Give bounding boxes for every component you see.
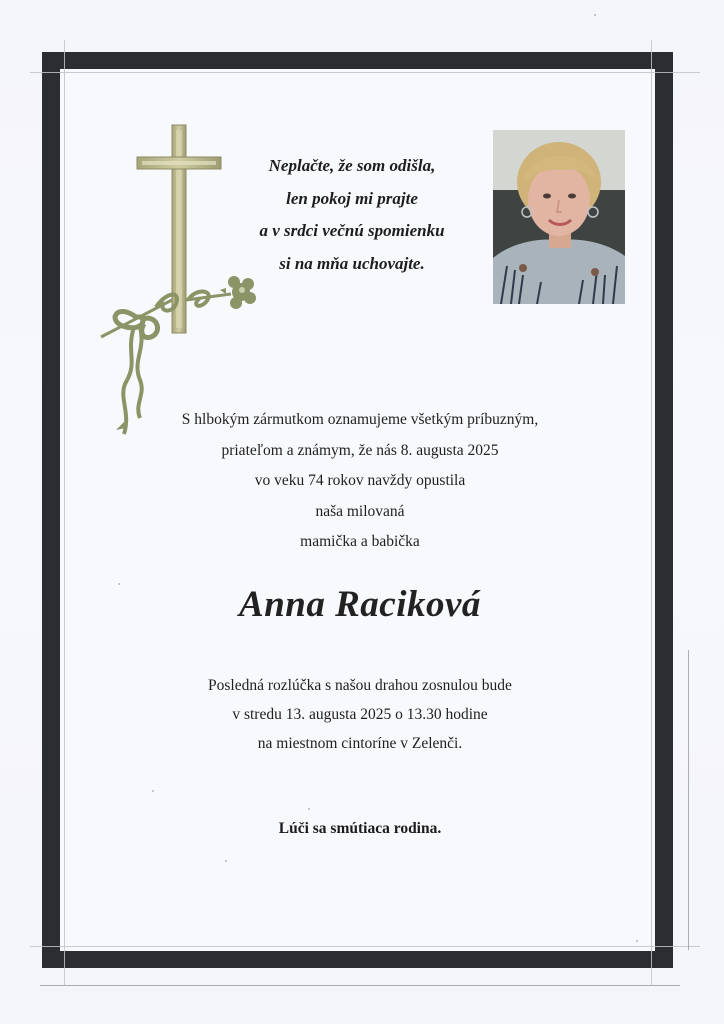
crop-mark-line (30, 946, 700, 947)
scan-edge-line (40, 985, 680, 986)
portrait-photo (493, 130, 625, 304)
mourning-frame-right (655, 52, 673, 968)
funeral-line: na miestnom cintoríne v Zelenči. (257, 735, 463, 752)
scan-speck (594, 14, 596, 16)
scan-speck (308, 808, 310, 810)
poem-line: a v srdci večnú spomienku (259, 221, 445, 240)
crop-mark-line (651, 40, 652, 985)
announcement-line: naša milovaná (315, 502, 405, 520)
poem-line: len pokoj mi prajte (286, 188, 418, 208)
funeral-line: v stredu 13. augusta 2025 o 13.30 hodine (232, 706, 488, 723)
scan-speck (225, 860, 227, 862)
scan-speck (118, 583, 120, 585)
crop-mark-line (30, 72, 700, 73)
funeral-line: Posledná rozlúčka s našou drahou zosnulou bude (208, 677, 512, 694)
funeral-details (120, 671, 600, 758)
mourning-frame-bottom (42, 951, 673, 968)
scan-speck (152, 790, 154, 792)
mourning-frame-left (42, 52, 60, 968)
poem-line: Neplačte, že som odišla, (268, 156, 436, 175)
death-announcement (120, 405, 600, 558)
poem-line: si na mňa uchovajte. (279, 253, 425, 273)
announcement-line: priateľom a známym, že nás 8. augusta 2025 (221, 441, 499, 459)
crop-mark-line (64, 40, 65, 985)
deceased-name: Anna Raciková (239, 584, 481, 625)
mourning-frame-top (42, 52, 673, 69)
memorial-poem (232, 150, 472, 280)
announcement-line: mamička a babička (300, 533, 420, 550)
scan-edge-line (688, 650, 689, 950)
scan-speck (636, 940, 638, 942)
family-signoff: Lúči sa smútiaca rodina. (278, 820, 442, 837)
announcement-line: vo veku 74 rokov navždy opustila (254, 472, 466, 489)
announcement-line: S hlbokým zármutkom oznamujeme všetkým príbuzným, (181, 411, 539, 428)
